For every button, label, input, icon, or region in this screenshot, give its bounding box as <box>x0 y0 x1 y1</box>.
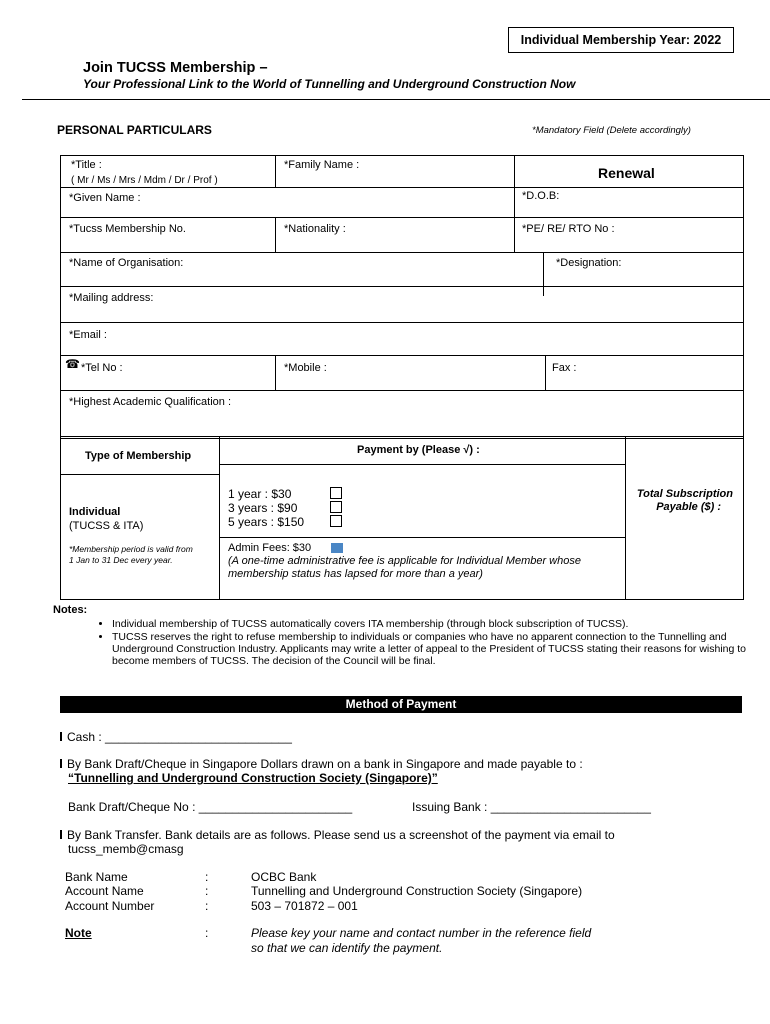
total-payable-label: Payable ($) : <box>656 501 721 513</box>
renewal-label: Renewal <box>598 165 655 181</box>
checkbox-admin-fee[interactable] <box>331 543 343 553</box>
bank-name-value: OCBC Bank <box>251 870 317 884</box>
colon: : <box>205 884 209 898</box>
account-name-value: Tunnelling and Underground Construction Society (Singapore) <box>251 884 583 898</box>
individual-sub-label: (TUCSS & ITA) <box>69 520 144 532</box>
transfer-email: tucss_memb@cmasg <box>68 842 184 856</box>
checkbox-1-year[interactable] <box>330 487 342 499</box>
notes-heading: Notes: <box>53 604 88 616</box>
colon: : <box>205 899 209 913</box>
account-number-label: Account Number <box>65 899 155 913</box>
admin-note-1: (A one-time administrative fee is applicable for Individual Member whose <box>228 555 581 567</box>
email-label: *Email : <box>69 329 107 341</box>
total-subscription-label: Total Subscription <box>636 488 733 500</box>
payment-header: Payment by (Please √) : <box>357 444 480 456</box>
option-3-years: 3 years : $90 <box>228 501 298 515</box>
period-note-1: *Membership period is valid from <box>69 544 193 554</box>
note-item: • Individual membership of TUCSS automatically covers ITA membership (through block subscription of TUCSS). <box>112 618 757 630</box>
header-divider <box>22 99 770 100</box>
colon: : <box>205 926 209 940</box>
option-1-year: 1 year : $30 <box>228 487 292 501</box>
telephone-icon: ☎ <box>65 357 80 371</box>
cash-label: Cash : ____________________________ <box>67 730 292 744</box>
qualification-label: *Highest Academic Qualification : <box>69 396 232 408</box>
bank-name-label: Bank Name <box>65 870 128 884</box>
personal-particulars-table <box>60 155 744 439</box>
individual-label: Individual <box>69 506 121 518</box>
bank-transfer-option <box>60 828 615 842</box>
account-name-label: Account Name <box>65 884 144 898</box>
admin-fee-label: Admin Fees: $30 <box>228 542 312 554</box>
given-name-label: *Given Name : <box>69 192 141 204</box>
dob-label: *D.O.B: <box>522 190 560 202</box>
mailing-address-label: *Mailing address: <box>69 292 154 304</box>
period-note-2: 1 Jan to 31 Dec every year. <box>69 555 173 565</box>
note-label: Note <box>65 926 92 940</box>
checkbox-5-years[interactable] <box>330 515 342 527</box>
page-title: Join TUCSS Membership – <box>83 60 268 76</box>
option-5-years: 5 years : $150 <box>228 515 305 529</box>
mobile-label: *Mobile : <box>284 362 327 374</box>
notes-list <box>92 618 757 668</box>
tel-label: *Tel No : <box>81 362 123 374</box>
bank-draft-label: By Bank Draft/Cheque in Singapore Dollars drawn on a bank in Singapore and made payable to : <box>67 757 583 771</box>
nationality-label: *Nationality : <box>284 223 346 235</box>
bank-transfer-label: By Bank Transfer. Bank details are as follows. Please send us a screenshot of the payment via email to <box>67 828 615 842</box>
membership-year-box: Individual Membership Year: 2022 <box>508 27 734 53</box>
organisation-label: *Name of Organisation: <box>69 257 184 269</box>
method-of-payment-heading: Method of Payment <box>60 696 742 713</box>
page-subtitle: Your Professional Link to the World of Tunnelling and Underground Construction Now <box>83 77 576 91</box>
cash-option <box>60 730 292 744</box>
personal-section-title: PERSONAL PARTICULARS <box>57 123 212 137</box>
fax-label: Fax : <box>552 362 577 374</box>
bank-draft-option <box>60 757 583 771</box>
title-label: *Title : <box>71 159 102 171</box>
note-item: • TUCSS reserves the right to refuse membership to individuals or companies who have no apparent connection to the Tunnelling and Underground Construction Industry. Applicants may write a letter of appeal to the President of TUCSS stating their reasons for wishing to become members of TUCSS. The decision of the Council will be final. <box>112 631 757 667</box>
draft-no-field: Bank Draft/Cheque No : _______________________ <box>68 800 353 814</box>
payee-name: “Tunnelling and Underground Construction Society (Singapore)” <box>68 771 438 785</box>
mandatory-note: *Mandatory Field (Delete accordingly) <box>532 125 691 136</box>
admin-note-2: membership status has lapsed for more than a year) <box>228 568 483 580</box>
issuing-bank-field: Issuing Bank : ________________________ <box>412 800 651 814</box>
checkbox-3-years[interactable] <box>330 501 342 513</box>
note-text-1: Please key your name and contact number in the reference field <box>251 926 592 940</box>
membership-table <box>60 436 744 600</box>
designation-label: *Designation: <box>556 257 622 269</box>
account-number-value: 503 – 701872 – 001 <box>251 899 358 913</box>
membership-no-label: *Tucss Membership No. <box>69 223 186 235</box>
type-of-membership-header: Type of Membership <box>85 450 192 462</box>
title-options: ( Mr / Ms / Mrs / Mdm / Dr / Prof ) <box>71 175 218 186</box>
pe-no-label: *PE/ RE/ RTO No : <box>522 223 615 235</box>
family-name-label: *Family Name : <box>284 159 360 171</box>
note-text-2: so that we can identify the payment. <box>251 941 443 955</box>
colon: : <box>205 870 209 884</box>
